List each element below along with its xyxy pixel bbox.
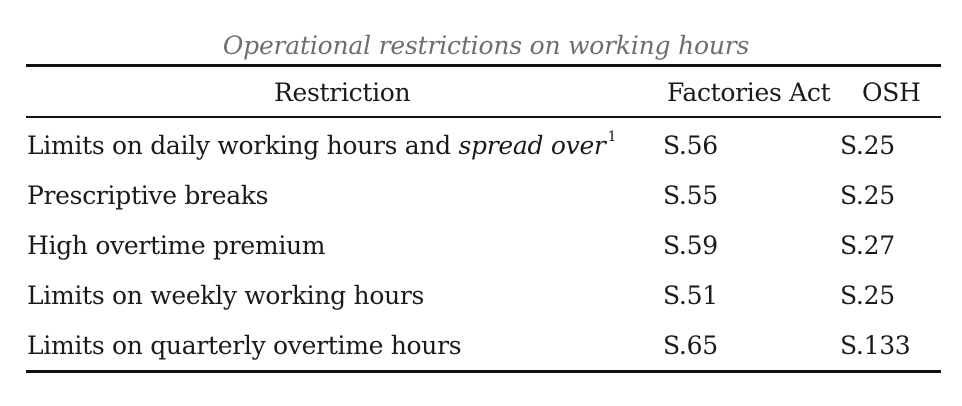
header-restriction: Restriction (274, 78, 411, 107)
cell-restriction: Limits on weekly working hours (27, 281, 425, 310)
cell-factories-act: S.65 (663, 331, 718, 360)
cell-factories-act: S.56 (663, 131, 718, 160)
top-rule (26, 64, 941, 67)
cell-factories-act: S.59 (663, 231, 718, 260)
footnote-marker: 1 (607, 129, 617, 145)
header-osh: OSH (862, 78, 921, 107)
bottom-rule (26, 370, 941, 373)
cell-restriction: Prescriptive breaks (27, 181, 269, 210)
header-rule (26, 116, 941, 118)
cell-restriction-text: Limits on daily working hours and (27, 131, 459, 160)
cell-factories-act: S.55 (663, 181, 718, 210)
cell-osh: S.25 (840, 131, 895, 160)
cell-restriction: High overtime premium (27, 231, 326, 260)
cell-restriction: Limits on quarterly overtime hours (27, 331, 462, 360)
table-caption: Operational restrictions on working hours (222, 31, 750, 60)
cell-osh: S.25 (840, 281, 895, 310)
cell-restriction (27, 131, 616, 165)
cell-restriction-italic: spread over (458, 131, 606, 160)
cell-osh: S.133 (840, 331, 911, 360)
cell-osh: S.27 (840, 231, 895, 260)
header-factories-act: Factories Act (667, 78, 831, 107)
cell-osh: S.25 (840, 181, 895, 210)
cell-factories-act: S.51 (663, 281, 718, 310)
